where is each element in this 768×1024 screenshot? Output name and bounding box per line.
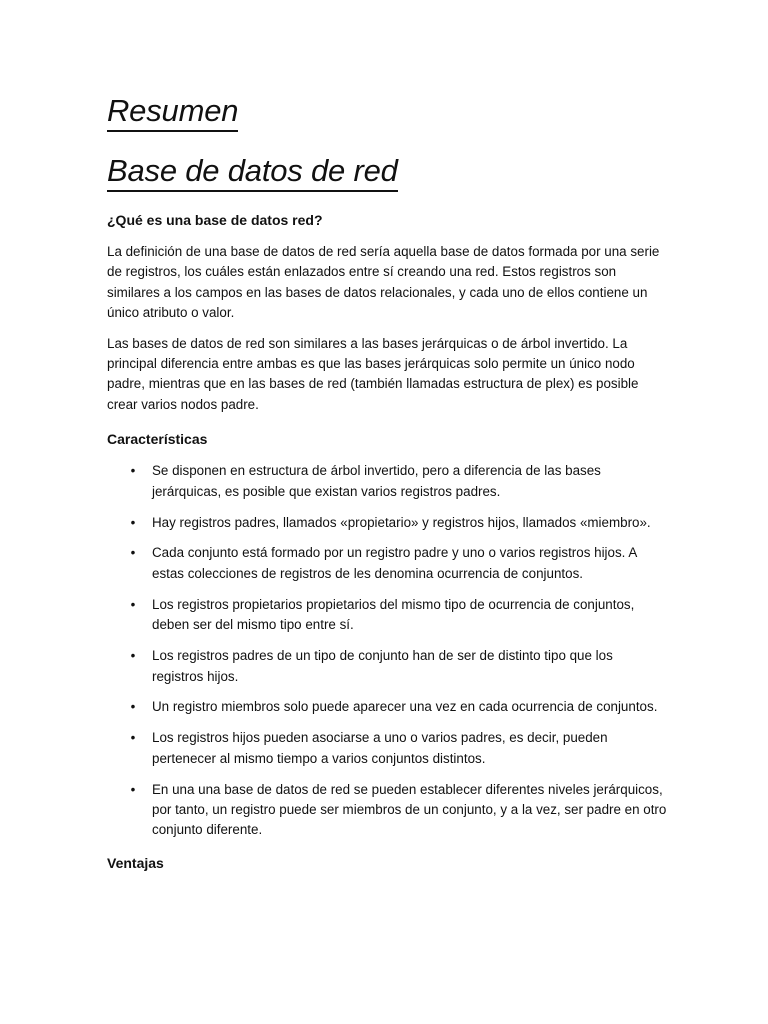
- list-item: [107, 697, 667, 717]
- list-item: [107, 513, 667, 533]
- caracteristicas-list: [107, 461, 667, 841]
- list-item: [107, 461, 667, 502]
- list-item-text: Se disponen en estructura de árbol invertido, pero a diferencia de las bases jerárquicas, es posible que existan varios registros padres.: [152, 463, 601, 499]
- bullet-icon: •: [130, 463, 136, 479]
- bullet-icon: •: [130, 648, 136, 664]
- document-title-resumen: Resumen: [107, 92, 238, 132]
- paragraph-definicion: La definición de una base de datos de red sería aquella base de datos formada por una serie de registros, los cuáles están enlazados entre sí creando una red. Estos registros son similares a los campos en las bases de datos relacionales, y cada uno de ellos contiene un único atributo o valor.: [107, 244, 660, 321]
- bullet-icon: •: [130, 781, 136, 797]
- list-item-text: En una una base de datos de red se pueden establecer diferentes niveles jerárquicos, por tanto, un registro puede ser miembros de un conjunto, y a la vez, ser padre en otro conjunto diferente.: [152, 781, 667, 838]
- list-item-text: Un registro miembros solo puede aparecer una vez en cada ocurrencia de conjuntos.: [152, 699, 658, 715]
- list-item: [107, 595, 667, 636]
- document-title-base-de-datos-de-red: Base de datos de red: [107, 152, 398, 192]
- paragraph-diferencia: Las bases de datos de red son similares a las bases jerárquicas o de árbol invertido. La principal diferencia entre ambas es que las bases jerárquicas solo permite un único nodo padre, mientras que en las bases de red (también llamadas estructura de plex) es posible crear varios nodos padre.: [107, 335, 639, 412]
- title-block-base-de-datos: [107, 152, 667, 196]
- list-item-text: Hay registros padres, llamados «propietario» y registros hijos, llamados «miembro».: [152, 514, 651, 530]
- list-item-text: Cada conjunto está formado por un registro padre y uno o varios registros hijos. A estas colecciones de registros de les denomina ocurrencia de conjuntos.: [152, 545, 637, 581]
- list-item-text: Los registros propietarios propietarios del mismo tipo de ocurrencia de conjuntos, deben ser del mismo tipo entre sí.: [152, 596, 635, 633]
- bullet-icon: •: [130, 545, 136, 561]
- list-item-text: Los registros hijos pueden asociarse a uno o varios padres, es decir, pueden pertenecer al mismo tiempo a varios conjuntos distintos.: [152, 730, 608, 766]
- heading-ventajas: Ventajas: [107, 854, 164, 871]
- list-item-text: Los registros padres de un tipo de conjunto han de ser de distinto tipo que los registros hijos.: [152, 648, 613, 684]
- bullet-icon: •: [130, 699, 136, 715]
- bullet-icon: •: [130, 514, 136, 530]
- list-item: [107, 646, 667, 687]
- document-body: [107, 92, 667, 873]
- title-block-resumen: [107, 92, 667, 136]
- heading-caracteristicas: Características: [107, 431, 208, 448]
- bullet-icon: •: [130, 730, 136, 746]
- list-item: [107, 780, 667, 841]
- list-item: [107, 543, 667, 584]
- heading-que-es: ¿Qué es una base de datos red?: [107, 212, 323, 228]
- bullet-icon: •: [130, 596, 136, 612]
- list-item: [107, 728, 667, 769]
